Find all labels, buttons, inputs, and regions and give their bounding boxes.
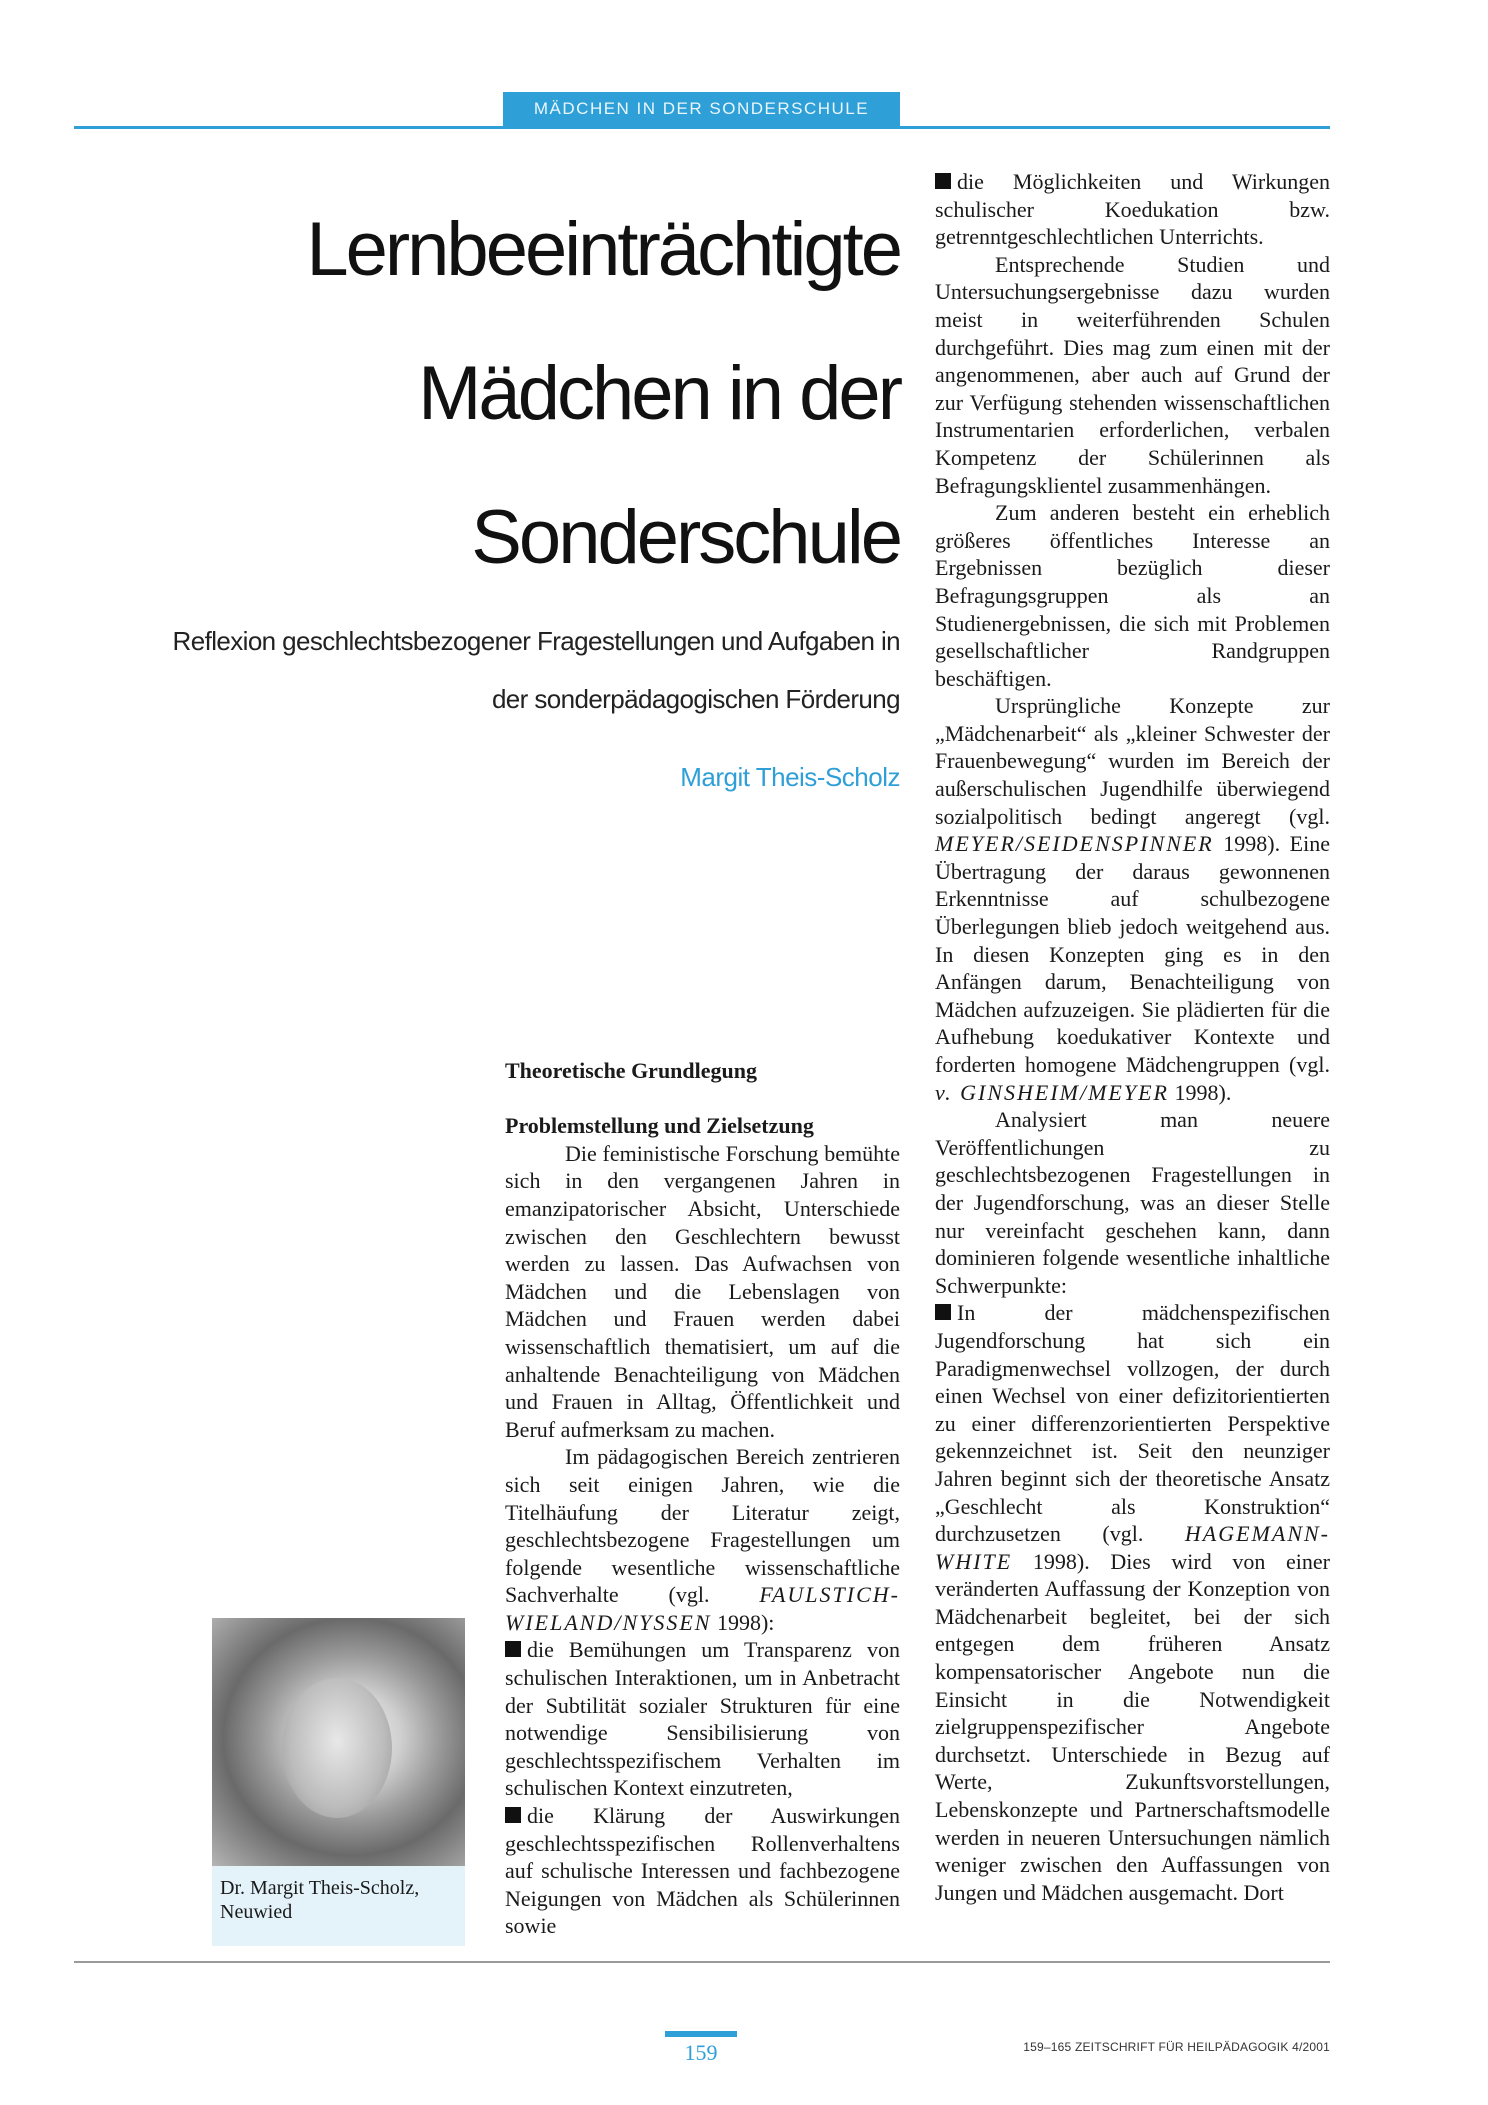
paragraph-5: Ursprüngliche Konzepte zur „Mädchenarbeit“ als „kleiner Schwester der Frauenbewegung“ wurden im Bereich der außerschulischen Jugendhilfe überwiegend sozialpolitisch bedingt angeregt (vgl. MEYER/SEIDENSPINNER 1998). Eine Übertragung der daraus gewonnenen Erkenntnisse auf schulbezogene Überlegungen blieb jedoch weitgehend aus. In diesen Konzepten ging es in den Anfängen darum, Benachteiligung von Mädchen aufzuzeigen. Sie plädierten für die Aufhebung koedukativer Kontexte und forderten homogene Mädchengruppen (vgl. v. GINSHEIM/MEYER 1998). (935, 693, 1330, 1105)
title-line-2: Mädchen in der (418, 351, 900, 436)
title-line-1: Lernbeeinträchtigte (306, 207, 900, 292)
page-number-bar (665, 2031, 737, 2037)
bullet-item-1: die Bemühungen um Transparenz von schulischen Interaktionen, um in Anbetracht der Subtilität sozialer Strukturen für eine notwendige Sensibilisierung von geschlechtsspezifischem Verhalten im schulischen Kontext einzutreten, (505, 1637, 900, 1801)
paragraph-2: Im pädagogischen Bereich zentrieren sich seit einigen Jahren, wie die Titelhäufung der Literatur zeigt, geschlechtsbezogene Fragestellungen um folgende wesentliche wissenschaftliche Sachverhalte (vgl. FAULSTICH-WIELAND/NYSSEN 1998): (505, 1444, 900, 1635)
top-rule (74, 126, 1330, 129)
photo-caption-line-1: Dr. Margit Theis-Scholz, (220, 1877, 420, 1899)
section-heading: Theoretische Grundlegung (505, 1058, 758, 1083)
citation: v. GINSHEIM/MEYER (935, 1079, 1169, 1105)
subtitle-line-2: der sonderpädagogischen Förderung (491, 684, 900, 714)
bullet-item-2: die Klärung der Auswirkungen geschlechtsspezifischen Rollenverhaltens auf schulische Interessen und fachbezogene Neigungen von Mädchen als Schülerinnen sowie (505, 1803, 900, 1939)
paragraph-6: Analysiert man neuere Veröffentlichungen zu geschlechtsbezogenen Fragestellungen in der Jugendforschung, was an dieser Stelle nur vereinfacht geschehen kann, dann dominieren folgende wesentliche inhaltliche Schwerpunkte: (935, 1107, 1330, 1298)
article-subtitle (90, 612, 900, 728)
text-column-right (935, 168, 1330, 1906)
paragraph-4: Zum anderen besteht ein erheblich größeres öffentliches Interesse an Ergebnissen bezüglich dieser Befragungsgruppen als an Studienergebnissen, die sich mit Problemen gesellschaftlicher Randgruppen beschäftigen. (935, 500, 1330, 691)
running-head: MÄDCHEN IN DER SONDERSCHULE (503, 92, 900, 126)
bullet-item-3: die Möglichkeiten und Wirkungen schulischer Koedukation bzw. getrenntgeschlechtlichen Unterrichts. (935, 169, 1330, 250)
photo-caption (212, 1866, 465, 1946)
citation: FAULSTICH-WIELAND/NYSSEN (505, 1582, 900, 1635)
article-title (150, 178, 900, 610)
square-bullet-icon (505, 1641, 521, 1657)
citation: MEYER/SEIDENSPINNER (935, 831, 1214, 857)
title-line-3: Sonderschule (471, 495, 900, 580)
bottom-rule (74, 1961, 1330, 1963)
citation: HAGEMANN-WHITE (935, 1521, 1330, 1574)
square-bullet-icon (935, 1304, 951, 1320)
square-bullet-icon (935, 173, 951, 189)
footer-reference: 159–165 ZEITSCHRIFT FÜR HEILPÄDAGOGIK 4/2001 (1023, 2040, 1330, 2054)
subtitle-line-1: Reflexion geschlechtsbezogener Fragestellungen und Aufgaben in (172, 626, 900, 656)
paragraph-3: Entsprechende Studien und Untersuchungsergebnisse dazu wurden meist in weiterführenden Schulen durchgeführt. Dies mag zum einen mit der angenommenen, aber auch auf Grund der zur Verfügung stehenden wissenschaftlichen Instrumentarien erforderlichen, verbalen Kompetenz der Schülerinnen als Befragungsklientel zusammenhängen. (935, 251, 1330, 498)
subsection-heading: Problemstellung und Zielsetzung (505, 1113, 814, 1139)
text-column-middle (505, 1057, 900, 1940)
paragraph-1: Die feministische Forschung bemühte sich in den vergangenen Jahren in emanzipatorischer Absicht, Unterschiede zwischen den Geschlechtern bewusst werden zu lassen. Das Aufwachsen von Mädchen und die Lebenslagen von Mädchen und Frauen werden dabei wissenschaftlich thematisiert, um auf die anhaltende Benachteiligung von Mädchen und Frauen in Alltag, Öffentlichkeit und Beruf aufmerksam zu machen. (505, 1140, 900, 1442)
author-photo (212, 1618, 465, 1866)
square-bullet-icon (505, 1807, 521, 1823)
bullet-item-4: In der mädchenspezifischen Jugendforschung hat sich ein Paradigmenwechsel vollzogen, der durch einen Wechsel von einer defizitorientierten zu einer differenzorientierten Perspektive gekennzeichnet ist. Seit den neunziger Jahren beginnt sich der theoretische Ansatz „Geschlecht als Konstruktion“ durchzusetzen (vgl. HAGEMANN-WHITE 1998). Dies wird von einer veränderten Auffassung der Konzeption von Mädchenarbeit begleitet, bei der sich entgegen dem früheren Ansatz kompensatorischer Angebote nun die Einsicht in die Notwendigkeit zielgruppenspezifischer Angebote durchsetzt. Unterschiede in Bezug auf Werte, Zukunftsvorstellungen, Lebenskonzepte und Partnerschaftsmodelle werden in neueren Untersuchungen nämlich weniger zwischen den Auffassungen von Jungen und Mädchen ausgemacht. Dort (935, 1300, 1330, 1905)
article-author: Margit Theis-Scholz (680, 762, 900, 792)
page-number: 159 (684, 2040, 718, 2065)
photo-caption-line-2: Neuwied (220, 1901, 293, 1923)
author-photo-face (282, 1678, 392, 1818)
